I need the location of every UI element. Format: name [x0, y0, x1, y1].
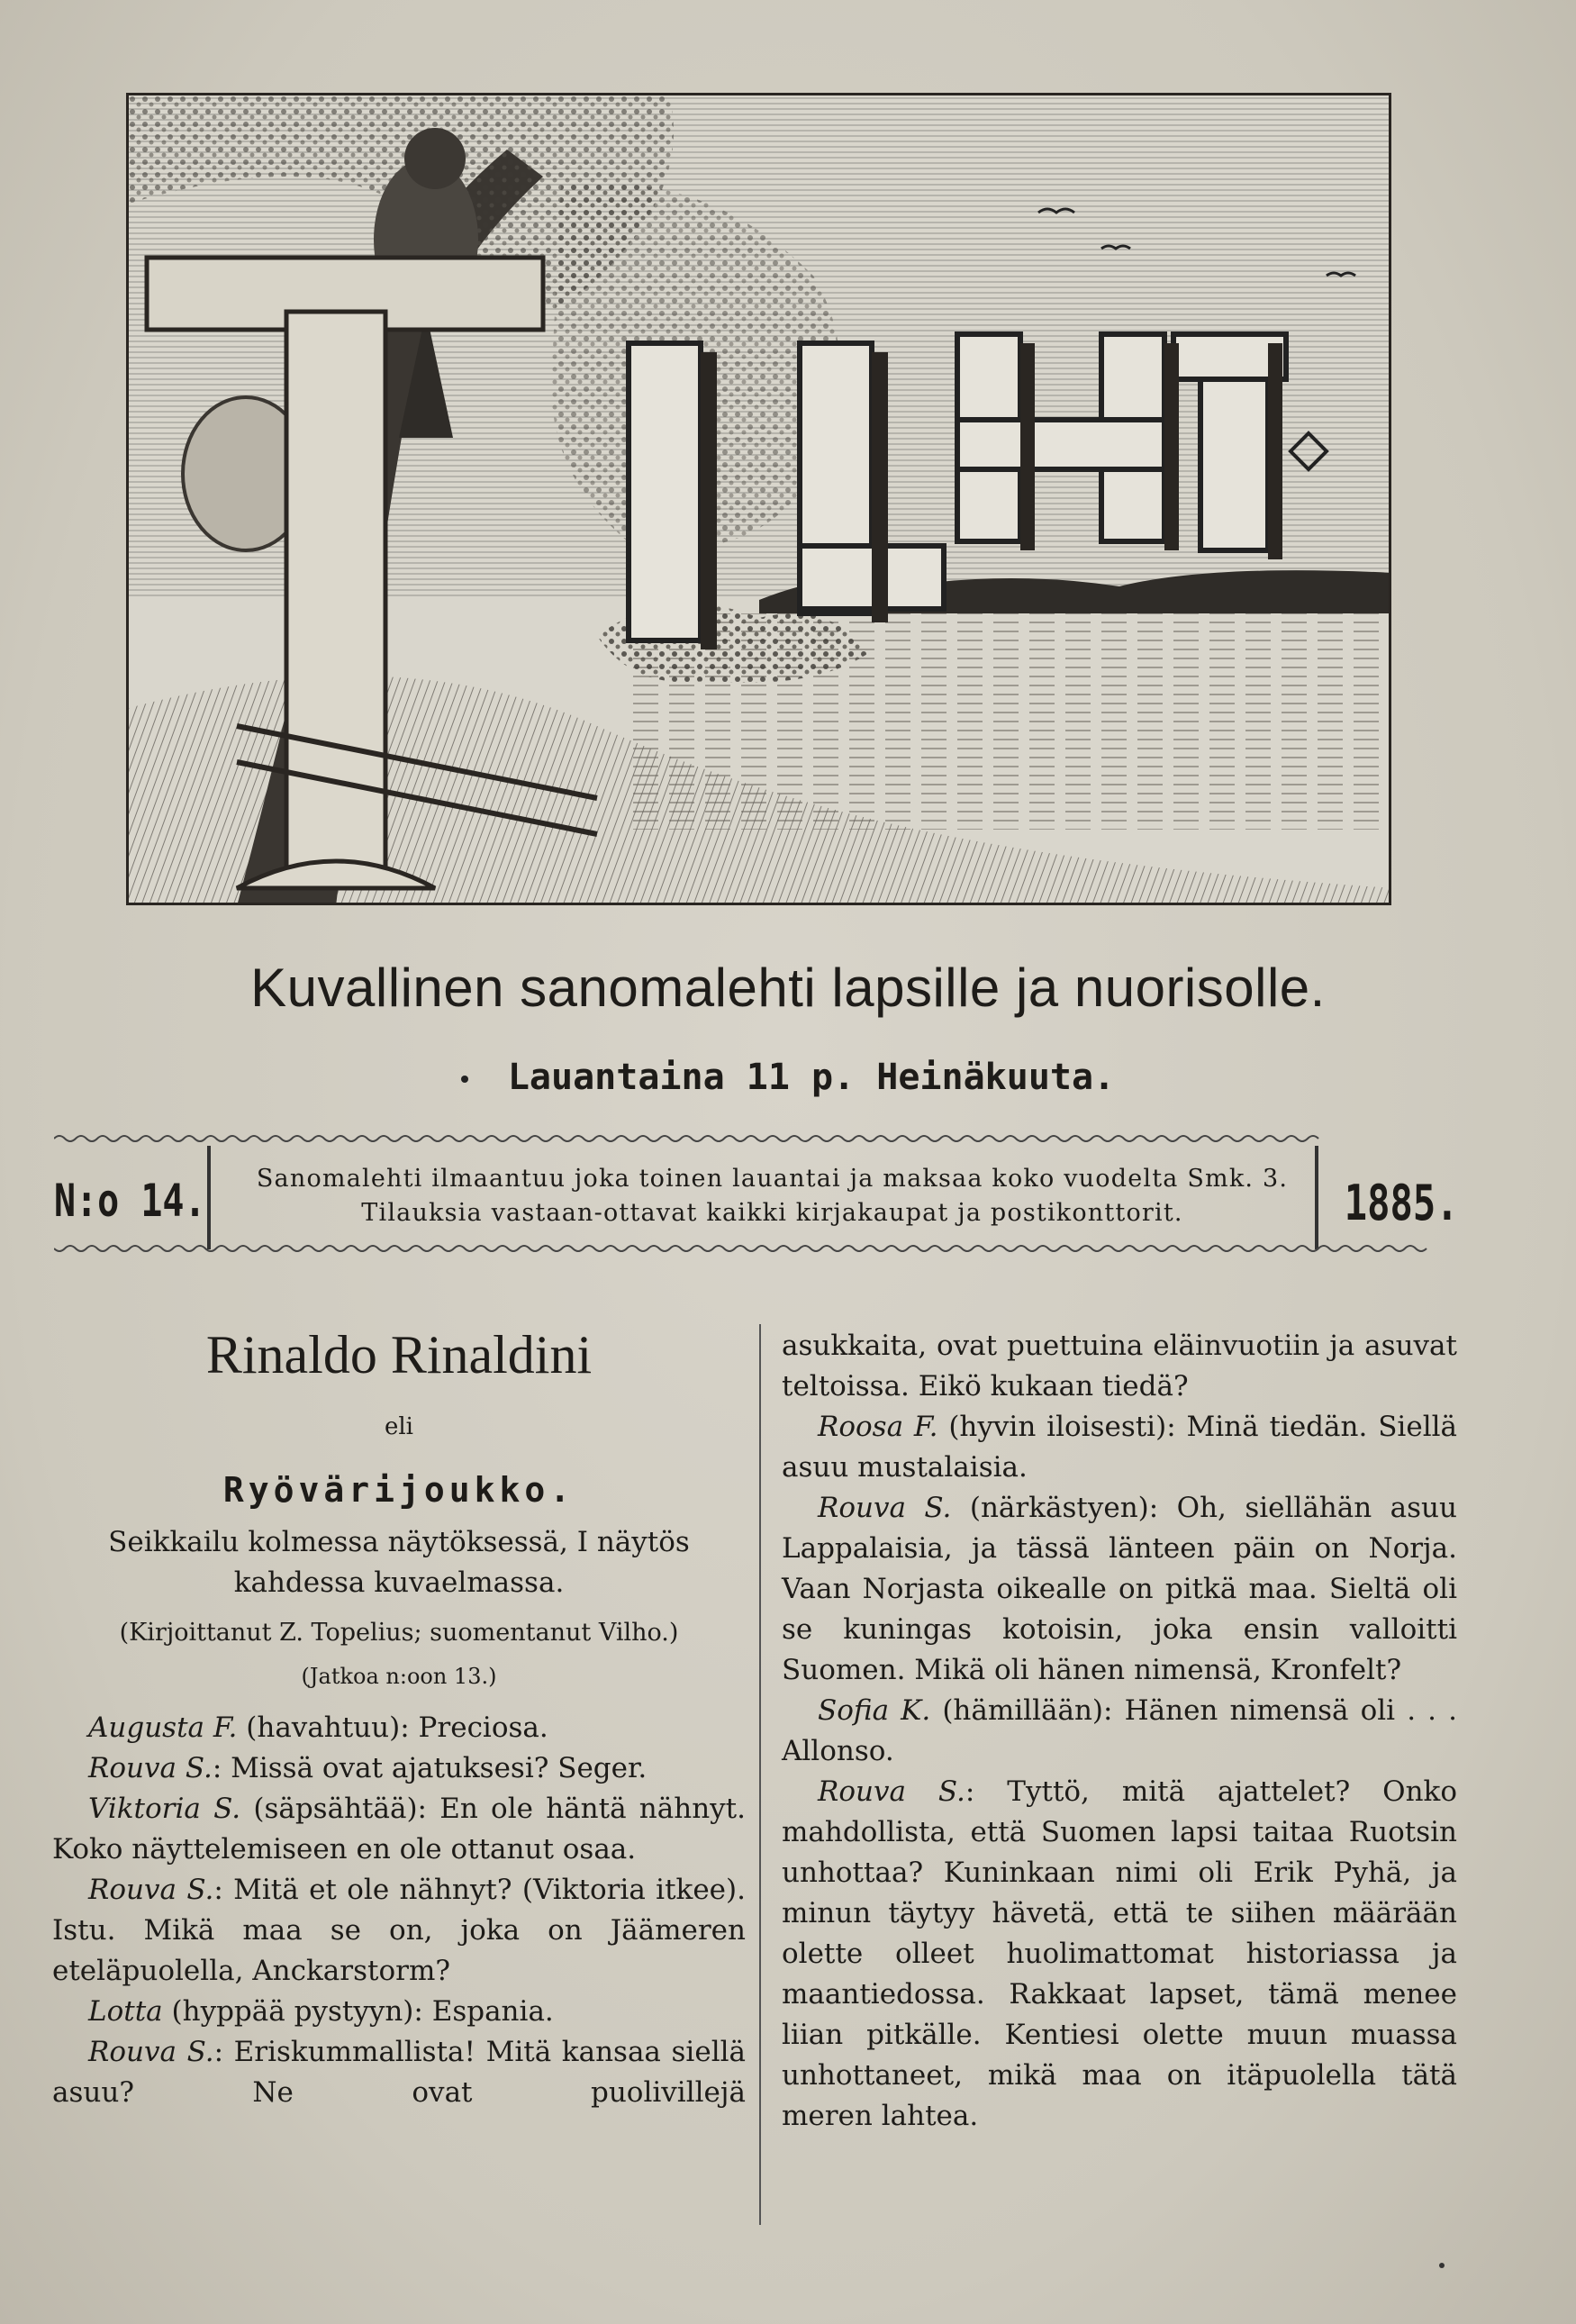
article-eli: eli [384, 1413, 414, 1440]
speaker-name: Rouva S. [818, 1492, 952, 1524]
speaker-name: Rouva S. [88, 2036, 214, 2068]
speaker-name: Viktoria S. [88, 1793, 241, 1825]
article-subtitle: Ryövärijoukko. [222, 1470, 575, 1510]
dialogue-paragraph [782, 1488, 1457, 1691]
dialogue-text: : Eriskummallista! Mitä kansaa siellä asuu? Ne ovat puolivillejä [52, 2036, 746, 2109]
dialogue-paragraph [52, 2032, 746, 2113]
subscription-info-bar [54, 1137, 1459, 1254]
speaker-name: Lotta [88, 1995, 163, 2028]
subscription-info [212, 1162, 1333, 1230]
continued-text: asukkaita, ovat puettuina eläinvuotiin ja asuvat teltoissa. Eikö kukaan tiedä? [782, 1330, 1457, 1403]
issue-number: N:o 14. [54, 1175, 206, 1227]
dateline-text: Lauantaina 11 p. Heinäkuuta. [507, 1057, 1116, 1098]
speaker-name: Rouva S. [88, 1752, 213, 1784]
dialogue-paragraph [52, 1870, 746, 1992]
dialogue-paragraph [782, 1691, 1457, 1772]
info-line-2: Tilauksia vastaan-ottavat kaikki kirjakaupat ja postikonttorit. [361, 1199, 1183, 1227]
bullet-dot [461, 1076, 468, 1083]
year: 1885. [1345, 1175, 1459, 1231]
dialogue-text: (hämillään): Hänen nimensä oli . . . Allonso. [782, 1694, 1457, 1767]
wavy-rule-bottom [54, 1243, 1459, 1256]
dialogue-paragraph [52, 1708, 746, 1748]
dialogue-text: : Tyttö, mitä ajattelet? Onko mahdollista, että Suomen lapsi taitaa Ruotsin unhottaa? Kuninkaan nimi oli Erik Pyhä, ja minun täytyy hävetä, että te siihen määrään olette olleet huolimattomat historiassa ja maantiedossa. Rakkaat lapset, tämä menee liian pitkälle. Kentiesi olette muun muassa unhottaneet, mikä maa on itäpuolella tätä meren lahtea. [782, 1775, 1457, 2132]
dialogue-paragraph [782, 1772, 1457, 2137]
divider-right [1315, 1146, 1318, 1249]
dialogue-text: : Missä ovat ajatuksesi? Seger. [212, 1752, 648, 1784]
info-line-1: Sanomalehti ilmaantuu joka toinen lauantai ja maksaa koko vuodelta Smk. 3. [256, 1165, 1289, 1193]
dialogue-text: (havahtuu): Preciosa. [237, 1711, 548, 1744]
article-title: Rinaldo Rinaldini [205, 1325, 593, 1384]
speaker-name: Rouva S. [818, 1775, 965, 1808]
newspaper-subtitle: Kuvallinen sanomalehti lapsille ja nuorisolle. [250, 958, 1326, 1018]
divider-left [207, 1146, 211, 1249]
dialogue-paragraph [782, 1407, 1457, 1488]
article-continuation: (Jatkoa n:oon 13.) [301, 1664, 497, 1689]
dialogue-paragraph [52, 1789, 746, 1870]
dialogue-text: (hyvin iloisesti): Minä tiedän. Siellä asuu mustalaisia. [782, 1411, 1457, 1484]
column-divider [759, 1324, 761, 2225]
dialogue-paragraph [52, 1992, 746, 2032]
stray-dot [1439, 2263, 1445, 2268]
dateline [0, 1057, 1576, 1098]
speaker-name: Roosa F. [818, 1411, 938, 1443]
dialogue-text: (närkästyen): Oh, siellähän asuu Lappalaisia, ja tässä länteen päin on Norja. Vaan Norjasta oikealle on pitkä maa. Sieltä oli se kuningas kotoisin, joka ensin valloitti Suomen. Mikä oli hänen nimensä, Kronfelt? [782, 1492, 1457, 1686]
speaker-name: Sofia K. [818, 1694, 931, 1727]
speaker-name: Augusta F. [88, 1711, 238, 1744]
article-desc-2: kahdessa kuvaelmassa. [233, 1566, 565, 1599]
article-desc-1: Seikkailu kolmessa näytöksessä, I näytös [108, 1526, 690, 1558]
article-right-column [782, 1326, 1457, 2137]
dialogue-text: (säpsähtää): En ole häntä nähnyt. Koko näyttelemiseen en ole ottanut osaa. [52, 1793, 746, 1866]
speaker-name: Rouva S. [88, 1874, 214, 1906]
dialogue-text: : Mitä et ole nähnyt? (Viktoria itkee). Istu. Mikä maa se on, joka on Jäämeren eteläpuolella, Anckarstorm? [52, 1874, 746, 1987]
article-author: (Kirjoittanut Z. Topelius; suomentanut Vilho.) [119, 1619, 679, 1647]
dialogue-paragraph [52, 1748, 746, 1789]
dialogue-text: (hyppää pystyyn): Espania. [162, 1995, 554, 2028]
masthead-illustration [126, 93, 1391, 905]
article-left-column [52, 1315, 746, 2113]
